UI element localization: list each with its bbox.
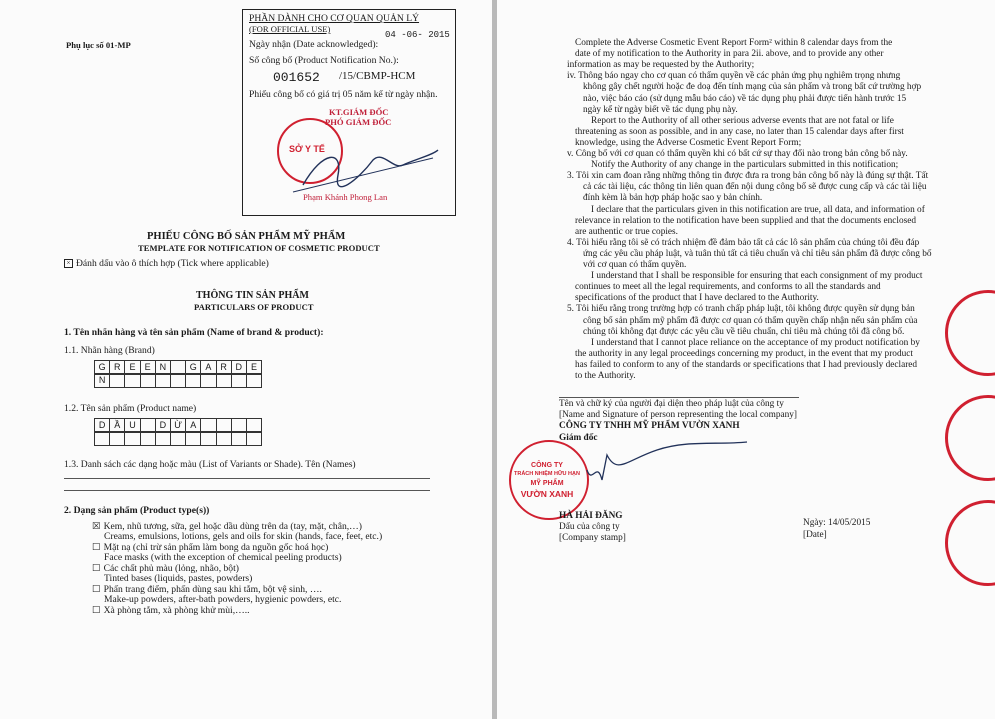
product-type-checkbox[interactable]: ☐ — [92, 563, 101, 574]
product-type-label-vi: Phấn trang điểm, phấn dùng sau khi tắm, bột vệ sinh, …. — [103, 584, 322, 595]
declaration-line: 4. Tôi hiểu rằng tôi sẽ có trách nhiệm đề đảm bảo tất cả các lô sản phẩm của chúng tôi đều đáp — [567, 237, 920, 248]
form-title: PHIẾU CÔNG BỐ SẢN PHẨM MỸ PHẨM — [147, 231, 346, 242]
declaration-line: information as may be requested by the Authority; — [567, 60, 755, 71]
letter-cell: Ừ — [170, 418, 186, 433]
checkbox-checked-icon: × — [64, 259, 73, 268]
director-name: HÀ HẢI ĐĂNG — [559, 511, 623, 521]
company-seal-line2: TRÁCH NHIỆM HỮU HẠN — [514, 471, 580, 477]
declaration-line: I understand that I cannot place reliance on the acceptance of my product notification by — [591, 337, 920, 348]
edge-seal-stamp — [945, 395, 995, 481]
section-title: THÔNG TIN SẢN PHẨM — [196, 290, 309, 301]
letter-cell — [124, 373, 140, 388]
declaration-line: đính kèm là bản hợp pháp hoặc sao y bản chính. — [583, 193, 763, 204]
letter-cell — [231, 373, 247, 388]
sign-label-vi: Tên và chữ ký của người đại diện theo pháp luật của công ty — [559, 399, 784, 409]
section-1-1-label: 1.1. Nhãn hàng (Brand) — [64, 345, 155, 356]
letter-cell — [185, 373, 201, 388]
edge-seal-stamp — [945, 500, 995, 586]
letter-cell: G — [94, 360, 110, 375]
date-label-en: [Date] — [803, 530, 827, 540]
product-type-checkbox[interactable]: ☐ — [92, 605, 101, 616]
declaration-line: công bố sản phẩm mỹ phẩm đã được cơ quan có thẩm quyền chấp nhận nếu sản phẩm của — [583, 315, 918, 326]
product-type-label-en: Make-up powders, after-bath powders, hygienic powders, etc. — [104, 594, 342, 605]
tick-note-text: Đánh dấu vào ô thích hợp (Tick where applicable) — [76, 258, 269, 269]
letter-cell: A — [185, 418, 201, 433]
company-seal-line3: MỸ PHẨM — [530, 480, 564, 487]
declaration-line: knowledge, using the Adverse Cosmetic Event Report Form; — [575, 137, 802, 148]
blank-line — [64, 490, 430, 491]
product-type-checkbox[interactable]: ☒ — [92, 521, 101, 532]
date-acknowledged-value: 04 -06- 2015 — [385, 30, 450, 40]
company-seal-line1: CÔNG TY — [531, 462, 563, 469]
declaration-line: 5. Tôi hiểu rằng trong trường hợp có tranh chấp pháp luật, tôi không được quyền sử dụng bản — [567, 304, 915, 315]
director-signature — [567, 440, 767, 500]
letter-cell — [200, 431, 216, 446]
official-seal-text: SỞ Y TẾ — [289, 144, 325, 154]
product-type-label-en: Face masks (with the exception of chemical peeling products) — [104, 552, 342, 563]
letter-cell — [155, 431, 171, 446]
signer-title-2: PHÓ GIÁM ĐỐC — [325, 117, 392, 127]
letter-cell — [155, 373, 171, 388]
letter-cell: E — [246, 360, 262, 375]
company-seal-line4: VƯỜN XANH — [520, 489, 574, 499]
date-acknowledged-label: Ngày nhận (Date acknowledged): — [249, 39, 379, 50]
product-type-label-vi: Các chất phủ màu (lỏng, nhão, bột) — [103, 563, 239, 574]
notification-number-label: Số công bố (Product Notification No.): — [249, 55, 399, 66]
declaration-line: date of my notification to the Authority in para 2ii. above, and to provide any other — [575, 49, 884, 60]
letter-cell: A — [200, 360, 216, 375]
letter-cell — [170, 373, 186, 388]
official-title: PHẦN DÀNH CHO CƠ QUAN QUẢN LÝ — [249, 13, 420, 24]
letter-cell — [109, 373, 125, 388]
letter-cell — [246, 431, 262, 446]
product-type-item[interactable] — [92, 605, 250, 616]
notification-number-value: 001652 — [273, 70, 320, 85]
date-value: Ngày: 14/05/2015 — [803, 518, 871, 528]
left-page — [0, 0, 492, 719]
product-type-label-vi: Mặt nạ (chỉ trừ sản phẩm làm bong da nguồn gốc hoá học) — [103, 542, 329, 553]
declaration-line: I declare that the particulars given in this notification are true, all data, and information of — [591, 204, 925, 215]
declaration-line: ngày kể từ ngày biết về tác dụng phụ này. — [583, 104, 738, 115]
letter-cell: N — [155, 360, 171, 375]
declaration-line: specifications of the product that I have declared to the Authority. — [575, 293, 819, 304]
letter-cell — [124, 431, 140, 446]
declaration-line: không gây chết người hoặc đe doạ đến tính mạng của sản phẩm và trong bất cứ trường hợp — [583, 82, 922, 93]
declaration-line: cả các tài liệu, các thông tin liên quan đến nội dung công bố sẽ được cung cấp và các tài liệu — [583, 182, 927, 193]
declaration-line: chúng tôi không đạt được các yêu cầu về tiêu chuẩn, chỉ tiêu mà chúng tôi đã công bố. — [583, 326, 905, 337]
section-title-en: PARTICULARS OF PRODUCT — [194, 302, 314, 312]
edge-seal-stamp — [945, 290, 995, 376]
letter-cell — [200, 373, 216, 388]
tick-note — [64, 258, 269, 269]
letter-cell — [140, 373, 156, 388]
validity-note: Phiếu công bố có giá trị 05 năm kể từ ngày nhận. — [249, 89, 438, 100]
stamp-label-en: [Company stamp] — [559, 533, 626, 543]
declaration-line: với cơ quan có thẩm quyền. — [583, 260, 687, 270]
declaration-line: relevance in relation to the notification have been supplied and that the documents enclosed — [575, 215, 917, 226]
letter-cell: Ầ — [109, 418, 125, 433]
signature-line — [559, 397, 799, 398]
product-type-label-vi: Xà phòng tắm, xà phòng khử mùi,….. — [103, 605, 250, 616]
letter-cell: D — [155, 418, 171, 433]
declaration-line: has failed to conform to any of the standards or specifications that I had previously declared — [575, 359, 918, 370]
letter-cell — [170, 431, 186, 446]
product-type-label-vi: Kem, nhũ tương, sữa, gel hoặc dầu dùng trên da (tay, mặt, chân,…) — [103, 521, 362, 532]
product-type-label-en: Tinted bases (liquids, pastes, powders) — [104, 573, 253, 584]
section-1-3-label: 1.3. Danh sách các dạng hoặc màu (List of Variants or Shade). Tên (Names) — [64, 459, 356, 470]
letter-cell — [216, 431, 232, 446]
letter-cell — [216, 373, 232, 388]
declaration-line: Report to the Authority of all other serious adverse events that are not fatal or life — [591, 115, 894, 126]
letter-cell: D — [231, 360, 247, 375]
letter-cell: E — [124, 360, 140, 375]
letter-cell — [246, 373, 262, 388]
right-page — [497, 0, 995, 719]
declaration-line: Notify the Authority of any change in the particulars submitted in this notification; — [591, 160, 899, 171]
product-type-checkbox[interactable]: ☐ — [92, 584, 101, 595]
director-title: Giám đốc — [559, 433, 598, 443]
notification-number-suffix: /15/CBMP-HCM — [339, 70, 416, 82]
brand-letter-grid-row2 — [95, 373, 262, 388]
declaration-line: the authority in any legal proceedings concerning my product, in the event that my product — [575, 348, 913, 359]
declaration-line: iv. Thông báo ngay cho cơ quan có thẩm quyền về các phản ứng phụ nghiêm trọng nhưng — [567, 71, 901, 82]
letter-cell — [94, 431, 110, 446]
declaration-line: Complete the Adverse Cosmetic Event Report Form² within 8 calendar days from the — [575, 38, 893, 48]
letter-cell: R — [109, 360, 125, 375]
signer-title-1: KT.GIÁM ĐỐC — [329, 107, 389, 117]
product-type-label-en: Creams, emulsions, lotions, gels and oils for skin (hands, face, feet, etc.) — [104, 531, 383, 542]
declaration-line: threatening as soon as possible, and in any case, no later than 15 calendar days after first — [575, 126, 904, 137]
letter-cell — [140, 431, 156, 446]
letter-cell: N — [94, 373, 110, 388]
product-type-checkbox[interactable]: ☐ — [92, 542, 101, 553]
letter-cell: U — [124, 418, 140, 433]
official-subtitle: (FOR OFFICIAL USE) — [249, 24, 331, 34]
product-letter-grid-row2 — [95, 431, 262, 446]
section-1-heading: 1. Tên nhãn hàng và tên sản phẩm (Name of brand & product): — [64, 327, 324, 338]
section-1-2-label: 1.2. Tên sản phẩm (Product name) — [64, 403, 197, 414]
declaration-line: ứng các yêu cầu pháp luật, và tuân thủ tất cả tiêu chuẩn và chỉ tiêu sản phẩm đã được công bố — [583, 248, 932, 259]
declaration-line: continues to meet all the legal requirements, and conforms to all the standards and — [575, 282, 881, 293]
letter-cell: D — [94, 418, 110, 433]
letter-cell: E — [140, 360, 156, 375]
company-name: CÔNG TY TNHH MỸ PHẨM VƯỜN XANH — [559, 421, 740, 431]
section-2-heading: 2. Dạng sản phẩm (Product type(s)) — [64, 505, 210, 516]
declaration-line: are authentic or true copies. — [575, 226, 678, 237]
form-title-en: TEMPLATE FOR NOTIFICATION OF COSMETIC PRODUCT — [138, 243, 380, 253]
declaration-line: v. Công bố với cơ quan có thẩm quyền khi có bất cứ sự thay đổi nào trong bản công bố này. — [567, 149, 908, 159]
letter-cell — [185, 431, 201, 446]
declaration-line: I understand that I shall be responsible for ensuring that each consignment of my product — [591, 271, 923, 282]
blank-line — [64, 478, 430, 479]
declaration-line: 3. Tôi xin cam đoan rằng những thông tin được đưa ra trong bản công bố này là đúng sự thật. Tất — [567, 171, 929, 182]
declaration-line: nào, việc báo cáo (sử dụng mẫu báo cáo) về tác dụng phụ phải được tiến hành trước 15 — [583, 93, 907, 104]
declaration-line: to the Authority. — [575, 371, 636, 381]
stamp-label-vi: Dấu của công ty — [559, 522, 620, 532]
letter-cell: G — [185, 360, 201, 375]
sign-label-en: [Name and Signature of person representing the local company] — [559, 410, 798, 420]
letter-cell — [231, 431, 247, 446]
letter-cell — [109, 431, 125, 446]
official-use-box — [242, 9, 456, 216]
letter-cell: R — [216, 360, 232, 375]
signer-name: Phạm Khánh Phong Lan — [303, 192, 388, 202]
appendix-label: Phụ lục số 01-MP — [66, 40, 131, 50]
